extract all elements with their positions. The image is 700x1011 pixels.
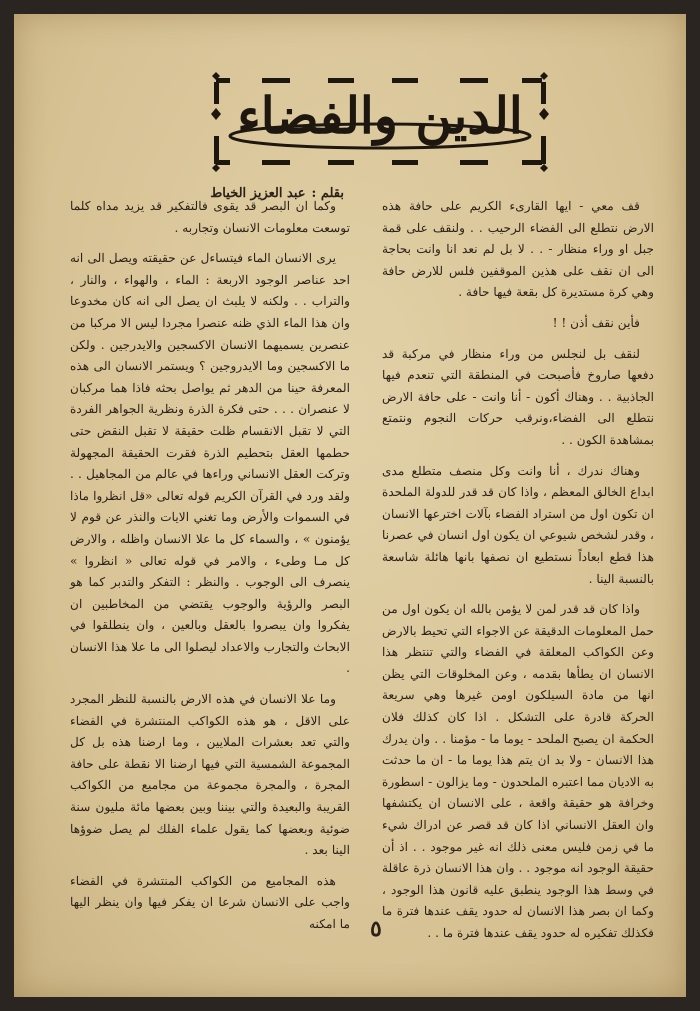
paragraph: فأين نقف أذن ! !	[552, 315, 640, 330]
paragraph: قف معي - ايها القارىء الكريم على حافة هذه الارض نتطلع الى الفضاء الرحيب . . ولنقف على قمة جبل او وراء منظار - . . لا بل لم نعد انا وانت بحاجة الى ان نقف على هذين الموقفين فلس للارض حافة وهي كرة مستديرة كل بقعة فيها حافة .	[382, 199, 654, 300]
title-ornament	[202, 64, 558, 174]
page-number: ٥	[370, 916, 382, 942]
paragraph: واذا كان قد قدر لمن لا يؤمن بالله ان يكون اول من حمل المعلومات الدقيقة عن الاجواء التي تحيط بالارض وعن الكواكب المعلقة في الفضاء والتي تنتظر هذا الانسان ان يطأها بقدمه ، وعن المخلوقات التي يظن انها من مادة السيلكون اومن غيرها وهي سريعة الحركة قادرة على التشكل . اذا كان كذلك فلان الحكمة ان يصبح الملحد - يوما ما - مؤمنا . . وان يدرك هذا الانسان - ولا بد ان يتم هذا يوما ما - ان ما حدثت به الاديان مما اعتبره الملحدون - وما يزالون - اسطورة وخرافة هو حقيقة واقعة ، على الانسان ان يكتشفها وان العقل الانساني اذا كان قد قصر عن ادراك شيء ما في زمن فليس معنى ذلك انه غير موجود . . اذ أن حقيقة الوجود انه موجود . . وان هذا الانسان ذرة عاقلة في وسط هذا الوجود ينطبق عليه قانون هذا الوجود ، وكما ان بصر هذا الانسان له حدود يقف عندها فترة ما فكذلك تفكيره له حدود يقف عندها فترة ما . .	[382, 602, 654, 940]
article-title: الدين والفضاء	[237, 86, 523, 145]
paragraph: وهناك ندرك ، أنا وانت وكل منصف متطلع مدى ابداع الخالق المعظم ، واذا كان قد قدر للدولة الملحدة ان تكون اول من استراد الفضاء بآلات اخترعها الانسان ، وقدر لشخص شيوعي ان يكون اول انسان في عصرنا هذا قطع ابعاداً نستطيع ان نصفها بانها هائلة شاسعة بالنسبة الينا .	[382, 463, 654, 586]
left-column	[70, 196, 350, 945]
paragraph: وكما ان البصر قد يقوى فالتفكير قد يزيد مداه كلما توسعت معلومات الانسان وتجاربه .	[70, 199, 350, 235]
author-name: عبد العزيز الخياط	[210, 186, 306, 201]
right-column	[382, 196, 654, 954]
magazine-page	[14, 14, 686, 997]
paragraph: يرى الانسان الماء فيتساءل عن حقيقته ويصل الى انه احد عناصر الوجود الاربعة : الماء ، والهواء ، والنار ، والتراب . . ولكنه لا يلبث ان يصل الى انه كان مخدوعا وان هذا الماء الذي ظنه عنصرا مجردا ليس الا مركبا من عنصرين يسميهما الانسان الاكسجين والايدرجين . ولكن ما الاكسجين وما الايدروجين ؟ ويستمر الانسان الى هذه المعرفة حينا من الدهر ثم يواصل بحثه فاذا هما مركبان لا عنصران . . . حتى فكرة الذرة ونظرية الجواهر الفردة التي لا تقبل الانقسام ظلت حقيقة لا تقبل النقض حتى حطمها العقل بتحطيم الذرة فقرت الحقيقة المجهولة وتركت العقل الانساني وراءها في عالم من المجاهيل . . ولقد ورد في القرآن الكريم قوله تعالى «قل انظروا ماذا في السموات والأرض وما تغني الايات والنذر عن قوم لا يؤمنون » ، والسماء كل ما علا الانسان واظله ، والارض كل مـا وطىء ، والامر في قوله تعالى « انظروا » ينصرف الى الوجوب . والنظر : التفكر والتدبر كما هو البصر والرؤية والوجوب يقتضي من المخاطبين ان يفكروا وان يبصروا بالعقل وبالعين ، وان ينطلقوا في الابحاث والتجارب والاعداد ليصلوا الى ما علا هذا الانسان .	[70, 251, 350, 676]
paragraph: لنقف بل لنجلس من وراء منظار في مركبة قد دفعها صاروخ فأصبحت في المنطقة التي تنعدم فيها الجاذبية . . وهناك أكون - أنا وانت - على حافة الارض نتطلع الى الفضاء،ونرقب حركات النجوم ونتمتع بمشاهدة الكون . .	[382, 346, 654, 447]
byline-label: بقلم :	[311, 186, 344, 201]
paragraph: هذه المجاميع من الكواكب المنتشرة في الفضاء واجب على الانسان شرعا ان يفكر فيها وان ينظر اليها ما امكنه	[70, 873, 350, 931]
paragraph: وما علا الانسان في هذه الارض بالنسبة للنظر المجرد على الاقل ، هو هذه الكواكب المنتشرة في الفضاء والتي تعد بعشرات الملايين ، وما ارضنا هذه بل كل المجموعة الشمسية التي فيها ارضنا الا نقطة على حافة المجرة ، والمجرة مجموعة من مجاميع من الكواكب القريبة والبعيدة والتي بيننا وبين بعضها مائة مليون سنة ضوئية وبعضها كما يقول علماء الفلك لم يصل ضوؤها الينا بعد .	[70, 692, 350, 858]
